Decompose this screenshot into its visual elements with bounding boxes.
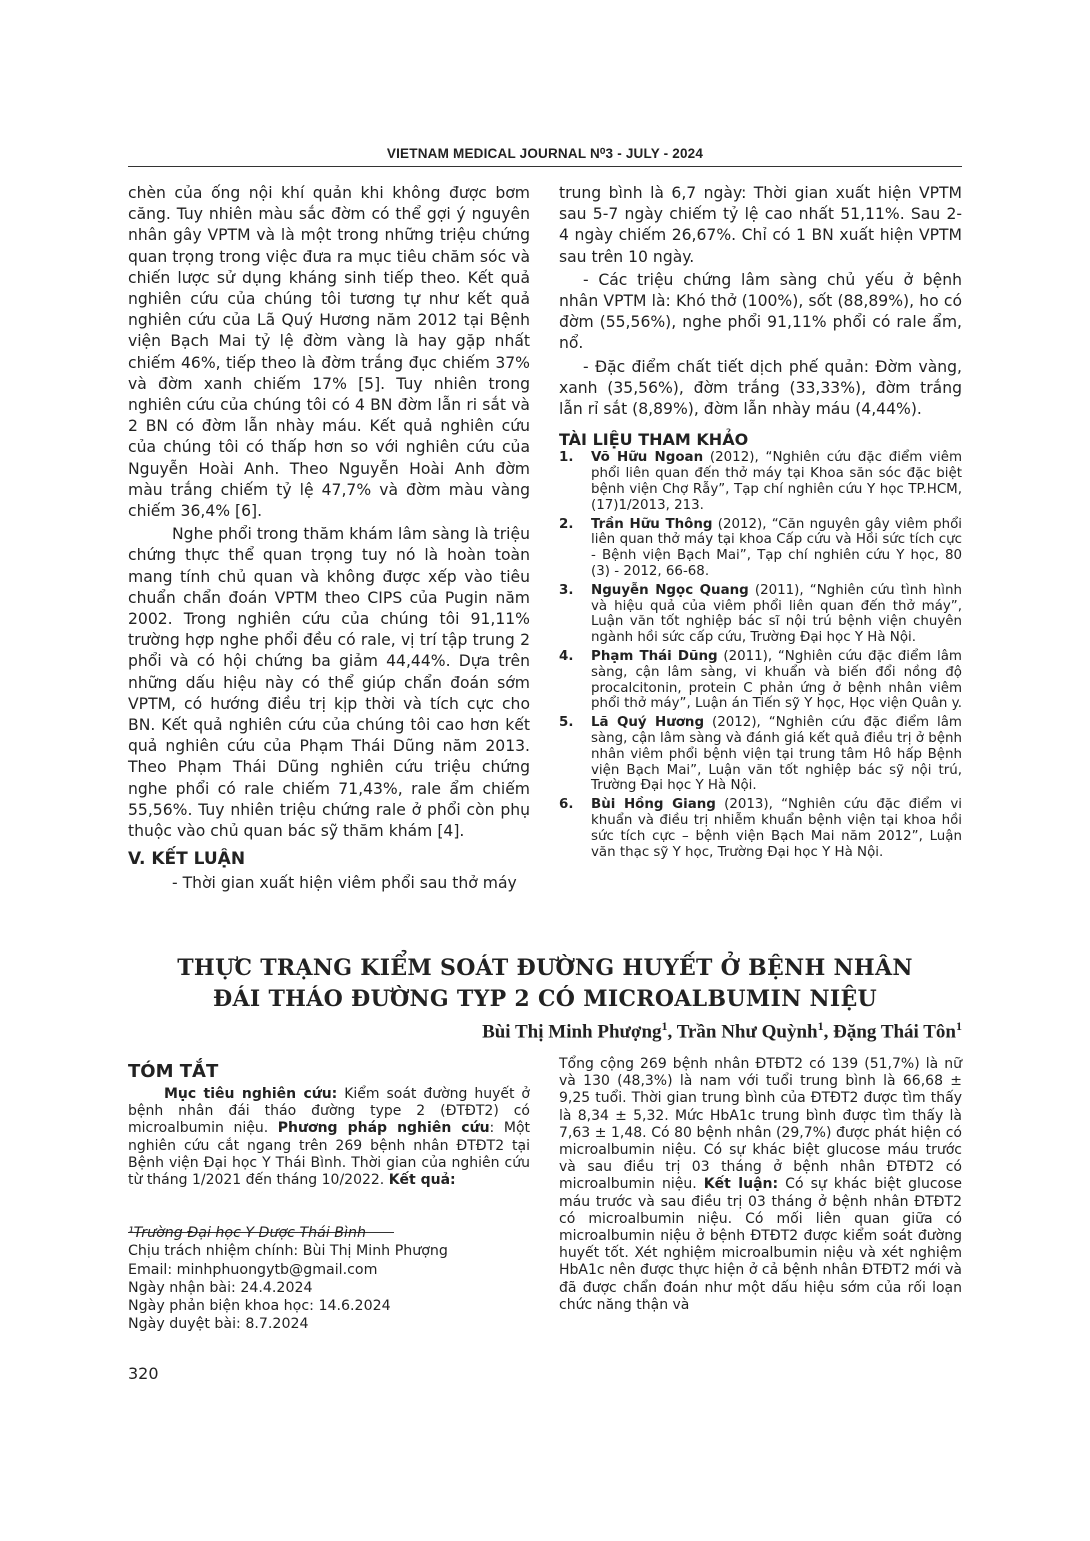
left-paragraph-1: chèn của ống nội khí quản khi không được bơm căng. Tuy nhiên màu sắc đờm có thể gợi ý nguyên nhân gây VPTM và là một trong những triệu chứng quan trọng trong việc đưa ra mục tiêu chăm sóc và chiến lược sử dụng kháng sinh tiếp theo. Kết quả nghiên cứu của chúng tôi tương tự như kết quả nghiên cứu của Lã Quý Hương năm 2012 tại Bệnh viện Bạch Mai tỷ lệ đờm vàng là hay gặp nhất chiếm 46%, tiếp theo là đờm trắng đục chiếm 37% và đờm xanh chiếm 17% [5]. Tuy nhiên trong nghiên cứu của chúng tôi có 4 BN đờm lẫn ri sắt và 2 BN có đờm lẫn nhày máu. Kết quả nghiên cứu của chúng tôi có thấp hơn so với nghiên cứu của Nguyễn Hoài Anh. Theo Nguyễn Hoài Anh đờm màu trắng chiếm tỷ lệ 47,7% và đờm màu vàng chiếm 36,4% [6]. — [128, 184, 530, 521]
abstract-result-label: Kết quả: — [388, 1172, 456, 1189]
reference-author: Phạm Thái Dũng — [591, 649, 718, 664]
author-1-affiliation: 1 — [661, 1019, 668, 1033]
reference-item — [559, 517, 962, 580]
right-column — [559, 183, 962, 863]
reference-author: Võ Hữu Ngoan — [591, 450, 704, 466]
left-paragraph-2: Nghe phổi trong thăm khám lâm sàng là triệu chứng thực thể quan trọng tuy nó là hoàn toàn mang tính chủ quan và không được xếp vào tiêu chuẩn chẩn đoán VPTM theo CIPS của Pugin năm 2002. Trong nghiên cứu của chúng tôi 91,11% trường hợp nghe phổi đều có rale, vị trí tập trung 2 phổi và có hội chứng ba giảm 44,44%. Dựa trên những dấu hiệu này có thể giúp chẩn đoán sớm VPTM, có hướng điều trị kịp thời và tích cực cho BN. Kết quả nghiên cứu của chúng tôi cao hơn kết quả nghiên cứu của Phạm Thái Dũng năm 2013. Theo Phạm Thái Dũng nghiên cứu triệu chứng nghe phổi có rale chiếm 71,43%, rale ẩm chiếm 55,56%. Tuy nhiên triệu chứng rale ở phổi còn phụ thuộc vào chủ quan bác sỹ thăm khám [4]. — [128, 525, 530, 841]
footnote-email: Email: minhphuongytb@gmail.com — [128, 1261, 378, 1278]
left-paragraph-3: - Thời gian xuất hiện viêm phổi sau thở máy — [172, 873, 517, 892]
reference-number: 1. — [559, 450, 574, 466]
reference-item — [559, 583, 962, 646]
abstract-right-text — [559, 1056, 962, 1314]
reference-number: 3. — [559, 582, 574, 598]
abstract-left-text — [128, 1086, 530, 1189]
article-authors: Bùi Thị Minh Phượng$^1$, Trần Như Quỳnh$^1$, Đặng Thái Tôn$^1$ — [482, 1019, 962, 1043]
abstract-method-text: : Một nghiên cứu cắt ngang trên 269 bệnh nhân ĐTĐT2 tại Bệnh viện Đại học Y Thái Bình. Thời gian của nghiên cứu từ tháng 1/2021 đến tháng 10/2022. — [128, 1120, 530, 1189]
author-3-affiliation: 1 — [956, 1019, 962, 1033]
reference-text: (2012), “Căn nguyên gây viêm phổi liên quan thở máy tại khoa Cấp cứu và Hồi sức tích cực - Bệnh viện Bạch Mai”, Tạp chí nghiên cứu Y học, 80 (3) - 2012, 66-68. — [591, 516, 963, 580]
header-divider — [128, 166, 962, 167]
reference-text: (2011), “Nghiên cứu tình hình và hiệu quả của viêm phổi liên quan đến thở máy”, Luận văn tốt nghiệp bác sĩ nội trú bệnh viện chuyên ngành hồi sức cấp cứu, Trường Đại học Y Hà Nội. — [591, 582, 962, 646]
footnote-affiliation: ¹Trường Đại học Y Dược Thái Bình — [128, 1225, 366, 1241]
reference-author: Lã Quý Hương — [591, 715, 705, 731]
reference-number: 6. — [559, 797, 574, 813]
author-2-affiliation: 1 — [817, 1019, 824, 1033]
footnote-accepted-date: Ngày duyệt bài: 8.7.2024 — [128, 1316, 309, 1333]
reference-author: Bùi Hồng Giang — [591, 797, 716, 813]
right-paragraph-1: trung bình là 6,7 ngày: Thời gian xuất hiện VPTM sau 5-7 ngày chiếm tỷ lệ cao nhất 51,11%. Sau 2- 4 ngày chiếm 26,67%. Chỉ có 1 BN xuất hiện VPTM sau trên 10 ngày. — [559, 184, 962, 266]
abstract-method-label: Phương pháp nghiên cứu — [277, 1120, 490, 1137]
article-title-line-2: ĐÁI THÁO ĐƯỜNG TYP 2 CÓ MICROALBUMIN NIỆU — [213, 986, 877, 1012]
footnote — [128, 1224, 530, 1334]
references-title: TÀI LIỆU THAM KHẢO — [559, 430, 749, 450]
author-1: Bùi Thị Minh Phượng — [482, 1021, 662, 1043]
reference-author: Nguyễn Ngọc Quang — [591, 582, 749, 598]
reference-item — [559, 715, 962, 794]
reference-author: Trần Hữu Thông — [591, 516, 713, 532]
right-paragraph-3: - Đặc điểm chất tiết dịch phế quản: Đờm vàng, xanh (35,56%), đờm trắng (33,33%), đờm trắng lẫn rỉ sắt (8,89%), đờm lẫn nhày máu (4,44%). — [559, 357, 962, 419]
footnote-received-date: Ngày nhận bài: 24.4.2024 — [128, 1279, 313, 1296]
reference-number: 4. — [559, 649, 574, 664]
reference-text: (2013), “Nghiên cứu đặc điểm vi khuẩn và điều trị nhiễm khuẩn bệnh viện tại khoa hồi sức tích cực – bệnh viện Bạch Mai năm 2012”, Luận văn thạc sỹ Y học, Trường Đại học Y Hà Nội. — [591, 797, 962, 860]
abstract-result-text: Tổng cộng 269 bệnh nhân ĐTĐT2 có 139 (51,7%) là nữ và 130 (48,3%) là nam với tuổi trung bình là 66,68 ± 9,25 tuổi. Thời gian trung bình của ĐTĐT2 được tìm thấy là 8,34 ± 5,32. Mức HbA1c trung bình được tìm thấy là 7,63 ± 1,48. Có 80 bệnh nhân (29,7%) được phát hiện có microalbumin niệu. Có sự khác biệt glucose máu trước và sau điều trị 03 tháng ở bệnh nhân ĐTĐT2 có microalbumin niệu. — [559, 1056, 962, 1193]
article-title-line-1: THỰC TRẠNG KIỂM SOÁT ĐƯỜNG HUYẾT Ở BỆNH NHÂN — [177, 955, 913, 981]
journal-header: VIETNAM MEDICAL JOURNAL N⁰3 - JULY - 2024 — [386, 146, 704, 161]
reference-text: (2012), “Nghiên cứu đặc điểm lâm sàng, cận lâm sàng và đánh giá kết quả điều trị ở bệnh nhân viêm phổi bệnh viện tại trung tâm Hô hấp Bệnh viện Bạch Mai”, Luận văn tốt nghiệp bác sỹ nội trú, Trường Đại học Y Hà Nội. — [591, 715, 962, 794]
abstract-title: TÓM TẮT — [128, 1061, 219, 1082]
reference-number: 2. — [559, 516, 574, 532]
left-column — [128, 183, 530, 894]
right-paragraph-2: - Các triệu chứng lâm sàng chủ yếu ở bệnh nhân VPTM là: Khó thở (100%), sốt (88,89%), ho có đờm (55,56%), nghe phổi 91,11% phổi có rale ẩm, nổ. — [559, 270, 962, 353]
footnote-responsible: Chịu trách nhiệm chính: Bùi Thị Minh Phượng — [128, 1243, 448, 1260]
abstract-objective-text: Kiểm soát đường huyết ở bệnh nhân đái tháo đường type 2 (ĐTĐT2) có microalbumin niệu. — [128, 1086, 530, 1137]
section-title-conclusion: V. KẾT LUẬN — [128, 849, 246, 870]
reference-text: (2012), “Nghiên cứu đặc điểm viêm phổi liên quan đến thở máy tại Khoa săn sóc đặc biệt bệnh viện Chợ Rẫy”, Tạp chí nghiên cứu Y học TP.HCM, (17)1/2013, 213. — [591, 450, 962, 513]
reference-number: 5. — [559, 715, 574, 731]
reference-item — [559, 450, 962, 513]
page-number: 320 — [128, 1364, 159, 1383]
abstract-objective-label: Mục tiêu nghiên cứu: — [164, 1086, 338, 1102]
author-2: Trần Như Quỳnh — [676, 1021, 818, 1043]
abstract-conclusion-label: Kết luận: — [703, 1176, 779, 1193]
references-list — [559, 450, 962, 860]
footnote-review-date: Ngày phản biện khoa học: 14.6.2024 — [128, 1298, 391, 1315]
author-3: Đặng Thái Tôn — [833, 1021, 956, 1043]
reference-text: (2011), “Nghiên cứu đặc điểm lâm sàng, cận lâm sàng, vi khuẩn và biến đổi nồng độ procalcitonin, protein C phản ứng ở bệnh nhân viêm phổi thở máy”, Luận án Tiến sỹ Y học, Học viện Quân y. — [591, 649, 962, 712]
reference-item — [559, 797, 962, 860]
reference-item — [559, 649, 962, 712]
abstract-conclusion-text: Có sự khác biệt glucose máu trước và sau điều trị 03 tháng ở bệnh nhân ĐTĐT2 có microalbumin niệu. Có mối liên quan giữa có microalbumin niệu ở bệnh ĐTĐT2 được kiểm soát đường huyết tốt. Xét nghiệm microalbumin niệu và xét nghiệm HbA1c nên được thực hiện ở cả bệnh nhân ĐTĐT2 mới và đã được chẩn đoán như một dấu hiệu sớm của rối loạn chức năng thận và — [559, 1176, 962, 1313]
